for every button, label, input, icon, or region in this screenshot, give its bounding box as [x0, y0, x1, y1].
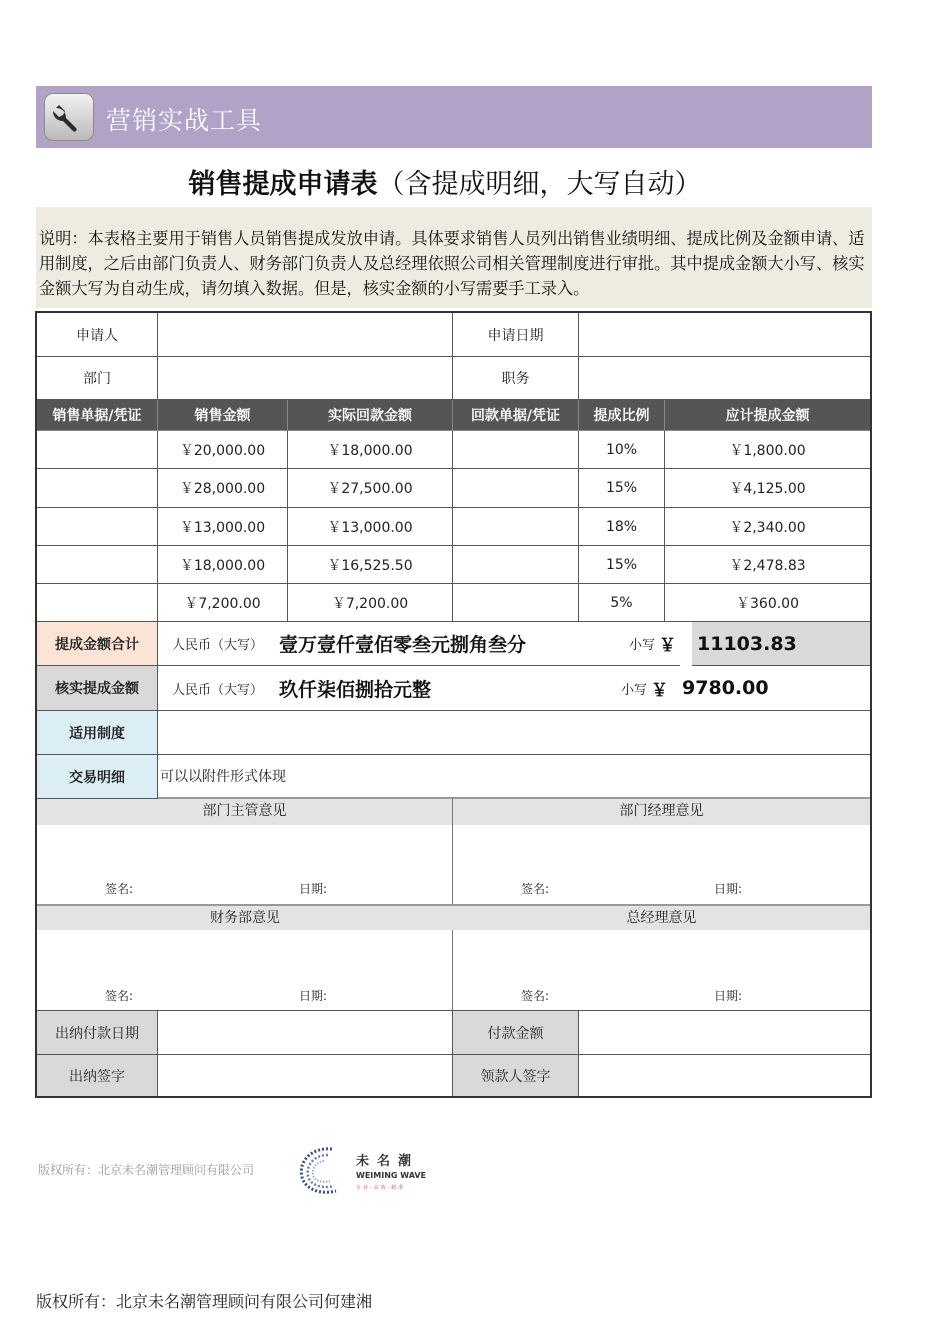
table-cell[interactable] [37, 508, 158, 546]
date-label: 日期: [714, 882, 743, 896]
detail-label: 交易明细 [37, 755, 158, 799]
wrench-icon [44, 93, 94, 141]
total-label: 提成金额合计 [37, 622, 158, 666]
verified-label: 核实提成金额 [37, 666, 158, 711]
footer-copyright-small: 版权所有：北京未名潮管理顾问有限公司 [38, 1163, 255, 1177]
table-cell[interactable]: ￥7,200.00 [158, 584, 288, 622]
policy-field[interactable] [158, 711, 870, 755]
rmb-label: 人民币（大写） [172, 638, 264, 653]
col-header-commission: 应计提成金额 [665, 400, 870, 431]
table-cell[interactable] [37, 431, 158, 469]
date-label: 申请日期 [453, 313, 579, 357]
col-header-sales-doc: 销售单据/凭证 [37, 400, 158, 431]
banner-title: 营销实战工具 [106, 106, 263, 135]
small-label: 小写 [621, 682, 648, 698]
dept-field[interactable] [158, 357, 453, 400]
table-cell[interactable]: ￥18,000.00 [288, 431, 453, 469]
verified-lower-value[interactable]: 9780.00 [682, 677, 769, 699]
date-label: 日期: [299, 989, 328, 1003]
table-cell[interactable]: 5% [579, 584, 665, 622]
small-label: 小写 [628, 638, 655, 653]
yen-sign: ￥ [659, 636, 676, 656]
verified-upper-value: 玖仟柒佰捌拾元整 [279, 678, 432, 701]
title-main: 销售提成申请表 [188, 169, 378, 200]
dept-manager-heading: 部门经理意见 [453, 799, 870, 825]
policy-label: 适用制度 [37, 711, 158, 755]
receiver-sign-field[interactable] [579, 1055, 870, 1096]
table-cell[interactable] [37, 584, 158, 622]
table-cell[interactable] [453, 431, 579, 469]
dept-supervisor-heading: 部门主管意见 [37, 799, 453, 825]
table-cell: ￥1,800.00 [665, 431, 870, 469]
table-cell[interactable] [37, 546, 158, 584]
applicant-label: 申请人 [37, 313, 158, 357]
wave-logo-icon [292, 1143, 354, 1199]
col-header-sales-amount: 销售金额 [158, 400, 288, 431]
company-logo [292, 1143, 432, 1199]
sign-label: 签名: [105, 989, 134, 1003]
table-cell[interactable] [453, 584, 579, 622]
col-header-rate: 提成比例 [579, 400, 665, 431]
rmb-label: 人民币（大写） [172, 682, 264, 698]
applicant-field[interactable] [158, 313, 453, 357]
table-cell[interactable]: ￥18,000.00 [158, 546, 288, 584]
table-cell[interactable]: ￥16,525.50 [288, 546, 453, 584]
table-cell[interactable]: 15% [579, 546, 665, 584]
verified-cell [158, 666, 870, 711]
pay-date-label: 出纳付款日期 [37, 1011, 158, 1055]
table-cell: ￥2,478.83 [665, 546, 870, 584]
total-upper-cell [158, 622, 680, 666]
description: 说明：本表格主要用于销售人员销售提成发放申请。具体要求销售人员列出销售业绩明细、提成比例及金额申请、适用制度，之后由部门负责人、财务部门负责人及总经理依照公司相关管理制度进行审批。其中提成金额大小写、核实金额大写为自动生成，请勿填入数据。但是，核实金额的小写需要手工录入。 [36, 207, 872, 308]
form-table [35, 311, 872, 1098]
total-lower-text: 11103.83 [697, 632, 797, 655]
table-cell: ￥360.00 [665, 584, 870, 622]
finance-heading: 财务部意见 [37, 906, 453, 930]
table-cell[interactable] [37, 469, 158, 508]
title-sub: （含提成明细，大写自动） [377, 169, 702, 200]
receiver-sign-label: 领款人签字 [453, 1055, 579, 1096]
col-header-receipt-doc: 回款单据/凭证 [453, 400, 579, 431]
table-cell[interactable]: ￥7,200.00 [288, 584, 453, 622]
total-lower-value [692, 622, 870, 666]
table-cell[interactable]: ￥20,000.00 [158, 431, 288, 469]
logo-tagline: 专业·高效·精准 [356, 1185, 406, 1191]
table-cell[interactable] [453, 546, 579, 584]
cashier-sign-field[interactable] [158, 1055, 453, 1096]
table-cell[interactable] [453, 469, 579, 508]
table-cell[interactable]: ￥28,000.00 [158, 469, 288, 508]
sign-label: 签名: [105, 882, 134, 896]
position-field[interactable] [579, 357, 870, 400]
col-header-received-amount: 实际回款金额 [288, 400, 453, 431]
table-cell[interactable]: ￥13,000.00 [158, 508, 288, 546]
dept-label: 部门 [37, 357, 158, 400]
logo-en-text: WEIMING WAVE [356, 1171, 427, 1180]
total-upper-value: 壹万壹仟壹佰零叁元捌角叁分 [279, 634, 527, 656]
sign-label: 签名: [521, 989, 550, 1003]
table-cell[interactable]: 18% [579, 508, 665, 546]
table-cell: ￥2,340.00 [665, 508, 870, 546]
pay-date-field[interactable] [158, 1011, 453, 1055]
date-label: 日期: [299, 882, 328, 896]
position-label: 职务 [453, 357, 579, 400]
detail-field[interactable]: 可以以附件形式体现 [158, 755, 870, 799]
amount-label: 付款金额 [453, 1011, 579, 1055]
table-cell[interactable]: 15% [579, 469, 665, 508]
logo-cn-text: 未名潮 [356, 1154, 420, 1169]
table-cell[interactable] [453, 508, 579, 546]
footer-copyright: 版权所有：北京未名潮管理顾问有限公司何建湘 [36, 1292, 373, 1311]
date-label: 日期: [714, 989, 743, 1003]
table-cell[interactable]: ￥27,500.00 [288, 469, 453, 508]
amount-field[interactable] [579, 1011, 870, 1055]
gm-heading: 总经理意见 [453, 906, 870, 930]
yen-sign: ￥ [651, 680, 669, 701]
date-field[interactable] [579, 313, 870, 357]
table-cell: ￥4,125.00 [665, 469, 870, 508]
header-banner [36, 86, 872, 148]
cashier-sign-label: 出纳签字 [37, 1055, 158, 1096]
table-cell[interactable]: ￥13,000.00 [288, 508, 453, 546]
table-cell[interactable]: 10% [579, 431, 665, 469]
page-title [0, 162, 890, 201]
sign-label: 签名: [521, 882, 550, 896]
